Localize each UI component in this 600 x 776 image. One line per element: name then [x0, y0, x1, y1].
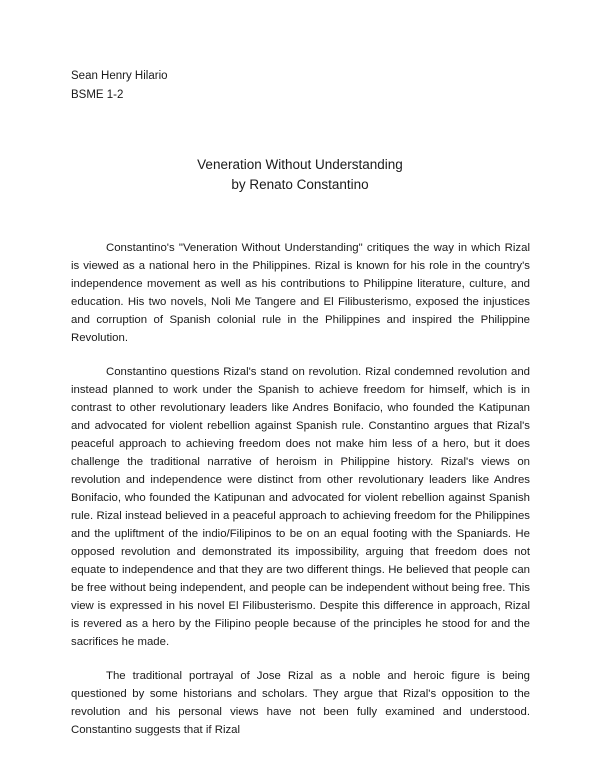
- paragraph-3: The traditional portrayal of Jose Rizal as a noble and heroic figure is being questioned by some historians and scholars. They argue that Rizal's opposition to the revolution and his personal views have not been fully examined and understood. Constantino suggests that if Rizal: [71, 670, 530, 736]
- author-section: BSME 1-2: [71, 89, 124, 101]
- essay-title: Veneration Without Understanding: [197, 157, 403, 172]
- paragraph-2: Constantino questions Rizal's stand on revolution. Rizal condemned revolution and instead planned to work under the Spanish to achieve freedom for himself, which is in contrast to other revolutionary leaders like Andres Bonifacio, who founded the Katipunan and advocated for violent rebellion against Spanish rule. Constantino argues that Rizal's peaceful approach to achieving freedom does not make him less of a hero, but it does challenge the traditional narrative of heroism in Philippine history. Rizal's views on revolution and independence were distinct from other revolutionary leaders like Andres Bonifacio, who founded the Katipunan and advocated for violent rebellion against Spanish rule. Rizal instead believed in a peaceful approach to achieving freedom for the Philippines and the upliftment of the indio/Filipinos to be on an equal footing with the Spaniards. He opposed revolution and demonstrated its impossibility, arguing that freedom does not equate to independence and that they are two different things. He believed that people can be free without being independent, and people can be independent without being free. This view is expressed in his novel El Filibusterismo. Despite this difference in approach, Rizal is revered as a hero by the Filipino people because of the principles he stood for and the sacrifices he made.: [71, 366, 530, 648]
- paragraph-1: Constantino's "Veneration Without Understanding" critiques the way in which Rizal is viewed as a national hero in the Philippines. Rizal is known for his role in the country's independence movement as well as his contributions to Philippine literature, culture, and education. His two novels, Noli Me Tangere and El Filibusterismo, exposed the injustices and corruption of Spanish colonial rule in the Philippines and inspired the Philippine Revolution.: [71, 242, 530, 344]
- author-block: [71, 67, 168, 105]
- essay-body: [71, 239, 530, 755]
- essay-title-block: [0, 155, 600, 195]
- essay-subtitle: by Renato Constantino: [231, 177, 369, 192]
- author-name: Sean Henry Hilario: [71, 70, 168, 82]
